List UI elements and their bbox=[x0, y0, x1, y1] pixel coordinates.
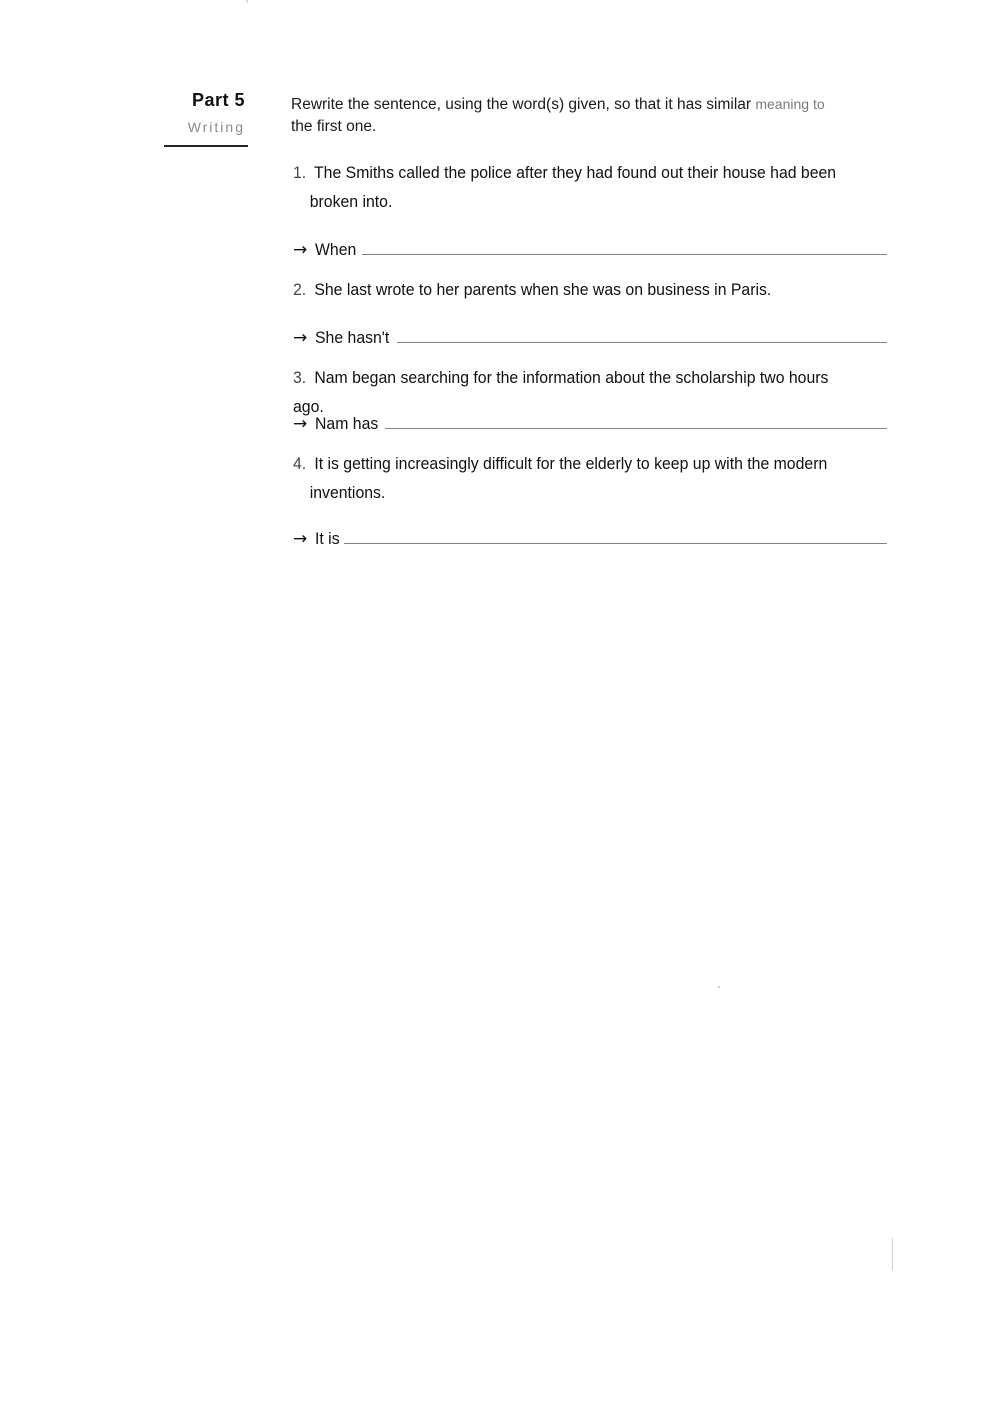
answer-stem: Nam has bbox=[315, 414, 379, 433]
scan-speck bbox=[246, 0, 248, 3]
part-heading bbox=[163, 90, 249, 135]
question-text: Nam began searching for the information about the scholarship two hours ago. bbox=[293, 368, 829, 416]
question-text: The Smiths called the police after they had found out their house had been bbox=[314, 163, 837, 182]
question-text: It is getting increasingly difficult for the elderly to keep up with the modern bbox=[314, 454, 828, 473]
question-text: She last wrote to her parents when she was on business in Paris. bbox=[314, 280, 772, 299]
answer-line-2[interactable] bbox=[293, 322, 887, 348]
answer-line-1[interactable] bbox=[293, 234, 887, 260]
answer-blank[interactable] bbox=[385, 428, 887, 429]
part-underline bbox=[164, 145, 248, 147]
answer-blank[interactable] bbox=[362, 254, 887, 255]
arrow-right-icon: → bbox=[293, 414, 308, 434]
question-number: 4. bbox=[293, 454, 307, 473]
question-2 bbox=[293, 275, 848, 304]
scan-speck bbox=[718, 986, 720, 988]
answer-stem: She hasn't bbox=[315, 328, 390, 347]
question-4 bbox=[293, 449, 848, 507]
question-text-continued: inventions. bbox=[309, 483, 386, 502]
arrow-right-icon: → bbox=[293, 529, 308, 549]
answer-blank[interactable] bbox=[397, 342, 887, 343]
instruction-text bbox=[291, 93, 891, 138]
question-number: 1. bbox=[293, 163, 307, 182]
arrow-right-icon: → bbox=[293, 328, 308, 348]
part-subtitle: Writing bbox=[187, 119, 245, 135]
answer-stem: When bbox=[315, 240, 357, 259]
instruction-line2: the first one. bbox=[291, 118, 377, 135]
answer-line-3[interactable] bbox=[293, 408, 887, 434]
instruction-main: Rewrite the sentence, using the word(s) given, so that it has similar bbox=[291, 96, 752, 113]
instruction-tail: meaning to bbox=[755, 96, 825, 112]
question-number: 2. bbox=[293, 280, 307, 299]
answer-stem: It is bbox=[315, 529, 340, 548]
question-text-continued: broken into. bbox=[309, 192, 393, 211]
page-edge-mark bbox=[892, 1238, 893, 1270]
answer-blank[interactable] bbox=[344, 543, 887, 544]
part-title: Part 5 bbox=[191, 90, 245, 110]
arrow-right-icon: → bbox=[293, 240, 308, 260]
answer-line-4[interactable] bbox=[293, 523, 887, 549]
question-number: 3. bbox=[293, 368, 307, 387]
question-1 bbox=[293, 158, 848, 216]
